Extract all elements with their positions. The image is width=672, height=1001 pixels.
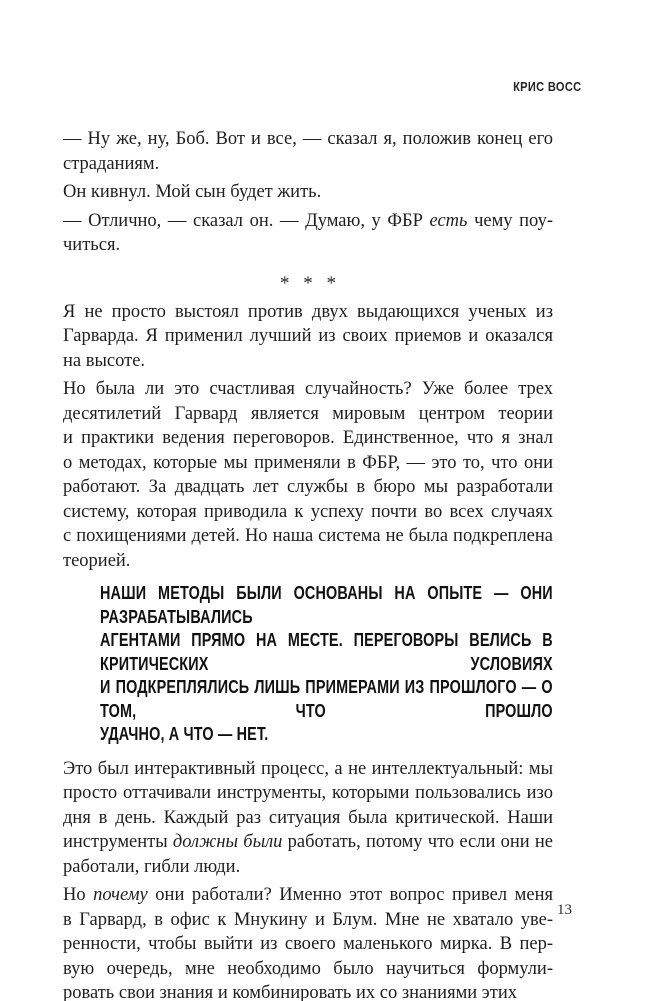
text-line	[100, 582, 553, 629]
running-head	[501, 79, 582, 94]
text-segment: Это был интерактивный процесс, а не интеллектуальный: мы	[63, 758, 553, 779]
text-segment: теорией.	[63, 550, 131, 571]
text-segment: работают. За двадцать лет службы в бюро мы разработали	[63, 477, 553, 497]
text-line	[63, 475, 553, 500]
italic-text-segment: есть	[429, 210, 468, 231]
italic-text-segment: должны были	[172, 832, 283, 852]
running-head-text: КРИС ВОСС	[513, 79, 582, 94]
text-segment: — Отлично, — сказал он. — Думаю, у ФБР	[63, 210, 430, 231]
text-segment: работать, потому что если они не	[282, 832, 554, 852]
text-line	[63, 500, 553, 525]
paragraph-body-4	[63, 883, 553, 1001]
text-line	[63, 209, 553, 234]
text-line	[63, 402, 553, 427]
text-line	[63, 271, 553, 296]
text-segment: просто оттачивали инструменты, которыми пользовались изо	[63, 783, 553, 803]
text-line	[63, 806, 553, 831]
text-line	[63, 781, 553, 806]
highlight-callout	[100, 582, 553, 747]
text-line	[63, 981, 553, 1001]
text-line	[63, 377, 553, 402]
text-line	[63, 127, 553, 152]
text-segment: Я не просто выстоял против двух выдающихся ученых из	[63, 301, 553, 322]
text-line	[63, 957, 553, 982]
text-segment: ренности, чтобы выйти из своего маленького мирка. В пер-	[63, 934, 553, 954]
text-segment: на высоте.	[63, 350, 146, 371]
text-line	[63, 855, 553, 880]
text-segment: АГЕНТАМИ ПРЯМО НА МЕСТЕ. ПЕРЕГОВОРЫ ВЕЛИСЬ В КРИТИЧЕСКИХ УСЛОВИЯХ	[100, 630, 553, 674]
text-segment: УДАЧНО, А ЧТО — НЕТ.	[100, 724, 269, 744]
text-line	[63, 932, 553, 957]
text-column	[63, 127, 553, 1001]
text-segment: вую очередь, мне необходимо было научиться формули-	[63, 958, 553, 979]
text-segment: ровать свои знания и комбинировать их со знаниями этих	[63, 983, 517, 1001]
text-segment: Он кивнул. Мой сын будет жить.	[63, 182, 322, 202]
text-line	[63, 300, 553, 325]
text-segment: десятилетий Гарвард является мировым центром теории	[63, 403, 553, 424]
text-line	[63, 451, 553, 476]
text-line	[63, 524, 553, 549]
text-segment: и практики ведения переговоров. Единственное, что я знал	[63, 428, 553, 448]
text-segment: они работали? Именно этот вопрос привел меня	[147, 885, 553, 905]
text-segment: Но была ли это счастливая случайность? Уже более трех	[63, 379, 553, 399]
text-segment: Гарварда. Я применил лучший из своих приемов и оказался	[63, 326, 553, 346]
text-line	[63, 233, 553, 258]
text-line	[63, 830, 553, 855]
text-segment: читься.	[63, 235, 121, 255]
text-line	[63, 883, 553, 908]
text-segment: в Гарвард, в офис к Мнукину и Блум. Мне не хватало уве-	[63, 909, 553, 930]
text-segment: систему, которая приводила к успеху почти во всех случаях	[63, 501, 553, 522]
text-segment: И ПОДКРЕПЛЯЛИСЬ ЛИШЬ ПРИМЕРАМИ ИЗ ПРОШЛОГО — О ТОМ, ЧТО ПРОШЛО	[100, 677, 553, 721]
text-line	[63, 757, 553, 782]
text-segment: дня в день. Каждый раз ситуация была критической. Наши	[63, 807, 553, 828]
paragraph-body-2	[63, 377, 553, 573]
text-segment: с похищениями детей. Но наша система не была подкреплена	[63, 526, 553, 546]
paragraph-dialogue-2	[63, 209, 553, 258]
paragraph-dialogue-1	[63, 127, 553, 176]
paragraph-body-3	[63, 757, 553, 880]
text-segment: чему поу-	[467, 210, 553, 231]
text-line	[63, 426, 553, 451]
text-segment: * * *	[280, 272, 336, 294]
text-line	[100, 723, 553, 747]
text-segment: Но	[63, 885, 94, 905]
text-line	[100, 676, 553, 723]
text-segment: инструменты	[63, 832, 173, 852]
text-line	[63, 180, 553, 205]
text-line	[63, 549, 553, 574]
text-segment: страданиям.	[63, 153, 160, 174]
section-separator	[63, 271, 553, 296]
text-segment: НАШИ МЕТОДЫ БЫЛИ ОСНОВАНЫ НА ОПЫТЕ — ОНИ РАЗРАБАТЫВАЛИСЬ	[100, 583, 553, 627]
page-number: 13	[557, 902, 572, 918]
paragraph-body-1	[63, 300, 553, 374]
text-line	[63, 349, 553, 374]
paragraph-narration-1	[63, 180, 553, 205]
text-line	[63, 152, 553, 177]
text-line	[63, 324, 553, 349]
italic-text-segment: почему	[93, 885, 148, 905]
text-segment: о методах, которые мы применяли в ФБР, — это то, что они	[63, 452, 553, 473]
text-segment: работали, гибли люди.	[63, 856, 241, 877]
text-line	[100, 629, 553, 676]
highlight-callout-text	[100, 582, 553, 747]
text-segment: — Ну же, ну, Боб. Вот и все, — сказал я, положив конец его	[63, 129, 553, 149]
text-line	[63, 908, 553, 933]
